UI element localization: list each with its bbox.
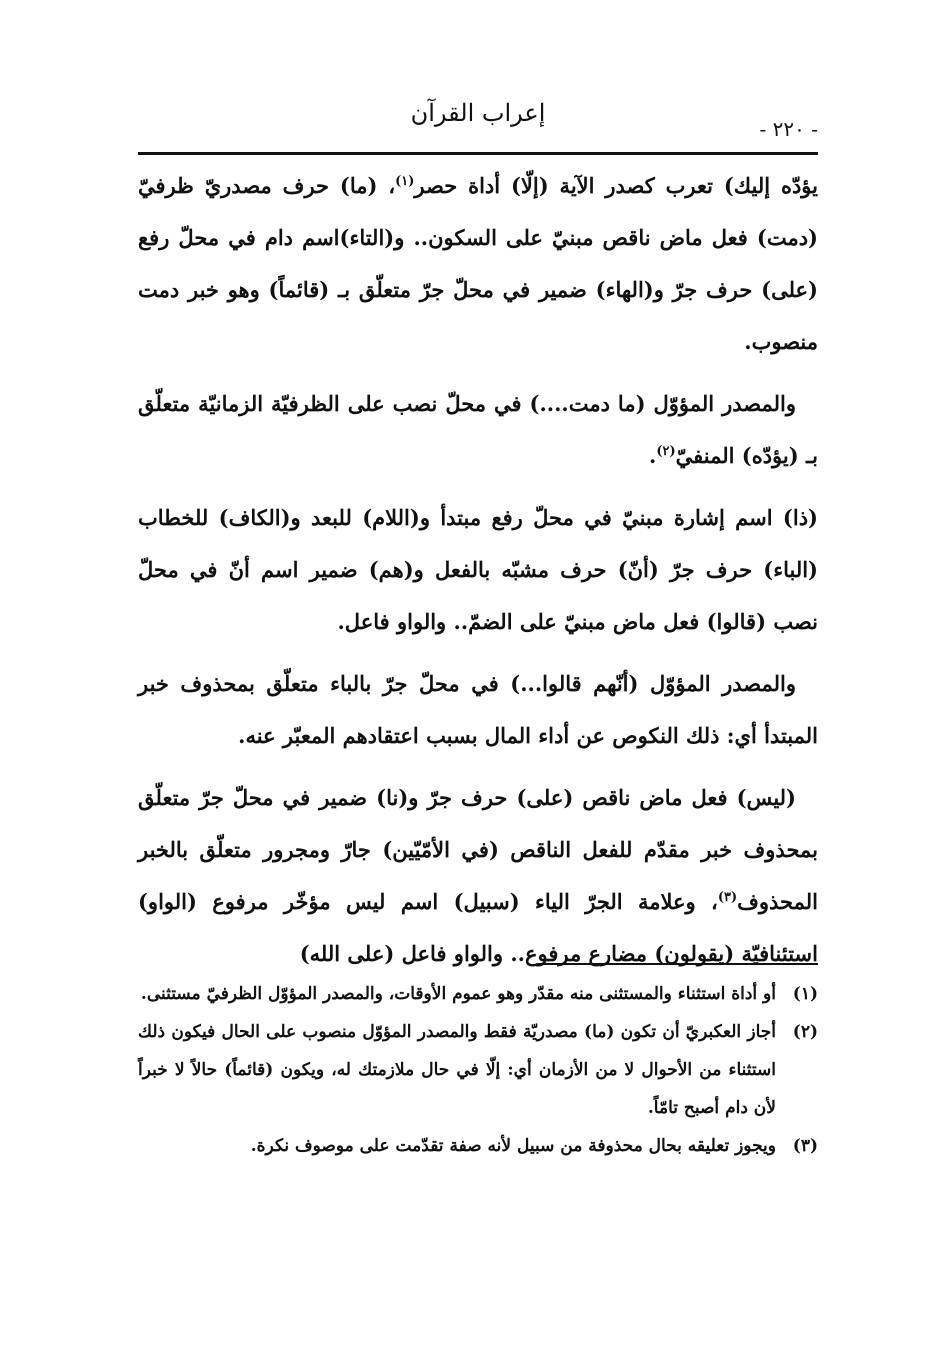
paragraph xyxy=(138,658,818,762)
paragraph-tail: ، وعلامة الجرّ الياء (سبيل) اسم ليس مؤخّر مرفوع (الواو) استئنافيّة (يقولون) مضارع مرفوع.. والواو فاعل (على الله) xyxy=(138,889,818,966)
footnote-number: (٢) xyxy=(792,1022,818,1042)
paragraph-text: (ذا) اسم إشارة مبنيّ في محلّ رفع مبتدأ و(اللام) للبعد و(الكاف) للخطاب (الباء) حرف جرّ (أنّ) حرف مشبّه بالفعل و(هم) ضمير اسم أنّ في محلّ نصب (قالوا) فعل ماض مبنيّ على الضمّ.. والواو فاعل. xyxy=(138,505,818,634)
main-text xyxy=(138,160,818,990)
footnote xyxy=(138,1127,818,1165)
footnote-ref: (٣) xyxy=(717,890,738,905)
page-header xyxy=(138,95,818,151)
footnote-ref: (١) xyxy=(395,174,415,189)
footnote-ref: (٢) xyxy=(656,444,676,459)
footnote xyxy=(138,975,818,1013)
footnote xyxy=(138,1013,818,1127)
paragraph xyxy=(138,160,818,368)
book-title: إعراب القرآن xyxy=(410,99,546,127)
footnote-text: ويجوز تعليقه بحال محذوفة من سبيل لأنه صفة تقدّمت على موصوف نكرة. xyxy=(250,1136,776,1156)
header-divider xyxy=(138,152,818,155)
footnotes xyxy=(138,975,818,1165)
paragraph xyxy=(138,492,818,648)
footnote-number: (٣) xyxy=(792,1136,818,1156)
paragraph-tail: ، (ما) حرف مصدريّ ظرفيّ (دمت) فعل ماض ناقص مبنيّ على السكون.. و(التاء)اسم دام في محلّ رفع (على) حرف جرّ و(الهاء) ضمير في محلّ جرّ متعلّق بـ (قائماً) وهو خبر دمت منصوب. xyxy=(138,173,818,354)
footnote-number: (١) xyxy=(792,984,818,1004)
footnote-text: أجاز العكبريّ أن تكون (ما) مصدريّة فقط والمصدر المؤوّل منصوب على الحال فيكون ذلك استثناء من الأحوال لا من الأزمان أي: إلّا في حال ملازمتك له، ويكون (قائماً) حالاً لا خبراً لأن دام أصبح تامّاً. xyxy=(138,1022,776,1118)
paragraph-text: والمصدر المؤوّل (أنّهم قالوا...) في محلّ جرّ بالباء متعلّق بمحذوف خبر المبتدأ أي: ذلك النكوص عن أداء المال بسبب اعتقادهم المعبّر عنه. xyxy=(138,671,818,748)
footnote-text: أو أداة استثناء والمستثنى منه مقدّر وهو عموم الأوقات، والمصدر المؤوّل الظرفيّ مستثنى. xyxy=(140,984,776,1004)
paragraph xyxy=(138,378,818,482)
paragraph xyxy=(138,772,818,980)
page-number: - ٢٢٠ - xyxy=(759,117,818,141)
footnote-divider xyxy=(538,963,818,965)
paragraph-tail: . xyxy=(649,443,657,468)
paragraph-text: (ليس) فعل ماض ناقص (على) حرف جرّ و(نا) ضمير في محلّ جرّ متعلّق بمحذوف خبر مقدّم للفعل الناقص (في الأمّيّين) جارّ ومجرور متعلّق بالخبر المحذوف xyxy=(138,785,818,914)
paragraph-text: يؤدّه إليك) تعرب كصدر الآية (إلّا) أداة حصر xyxy=(414,173,818,198)
paragraph-text: والمصدر المؤوّل (ما دمت....) في محلّ نصب على الظرفيّة الزمانيّة متعلّق بـ (يؤدّه) المنفيّ xyxy=(138,391,818,468)
